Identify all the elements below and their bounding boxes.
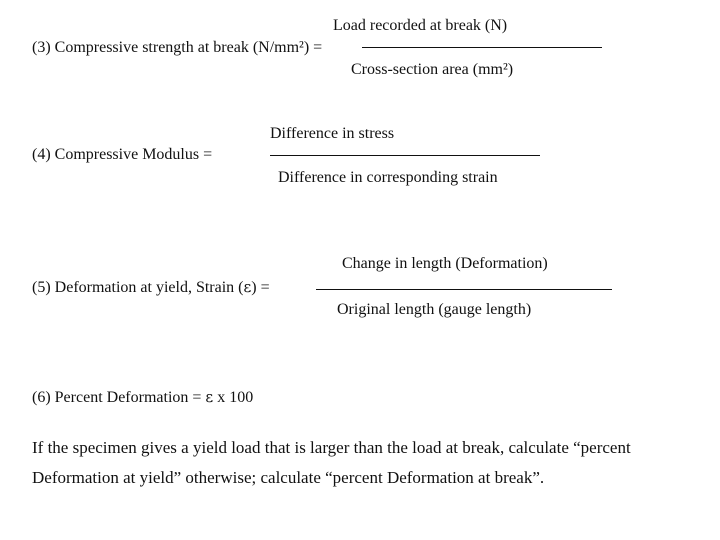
strain-symbol-6: ε	[205, 388, 214, 406]
formula-4-label: (4) Compressive Modulus =	[32, 146, 213, 163]
formula-5-fraction-bar	[316, 289, 612, 290]
strain-symbol: ε	[243, 278, 252, 296]
formula-5-denominator: Original length (gauge length)	[337, 301, 532, 318]
formula-4-fraction-bar	[270, 155, 540, 156]
formula-6-pre: (6) Percent Deformation =	[32, 389, 206, 406]
formula-3-denominator: Cross-section area (mm²)	[351, 61, 514, 78]
formula-4-numerator: Difference in stress	[270, 125, 395, 142]
formula-6	[32, 390, 253, 406]
formula-3-numerator: Load recorded at break (N)	[333, 17, 508, 34]
formula-3-fraction-bar	[362, 47, 602, 48]
formula-5-numerator: Change in length (Deformation)	[342, 255, 548, 272]
formula-5-label-pre: (5) Deformation at yield, Strain (	[32, 279, 244, 296]
formula-3-label: (3) Compressive strength at break (N/mm²) =	[32, 39, 323, 56]
formula-4-denominator: Difference in corresponding strain	[278, 169, 498, 186]
note-paragraph: If the specimen gives a yield load that is larger than the load at break, calculate “percent Deformation at yield” otherwise; calculate “percent Deformation at break”.	[32, 438, 631, 487]
formula-5-label-post: ) =	[251, 279, 270, 296]
formula-5-label	[32, 280, 270, 296]
formula-6-post: x 100	[213, 389, 254, 406]
